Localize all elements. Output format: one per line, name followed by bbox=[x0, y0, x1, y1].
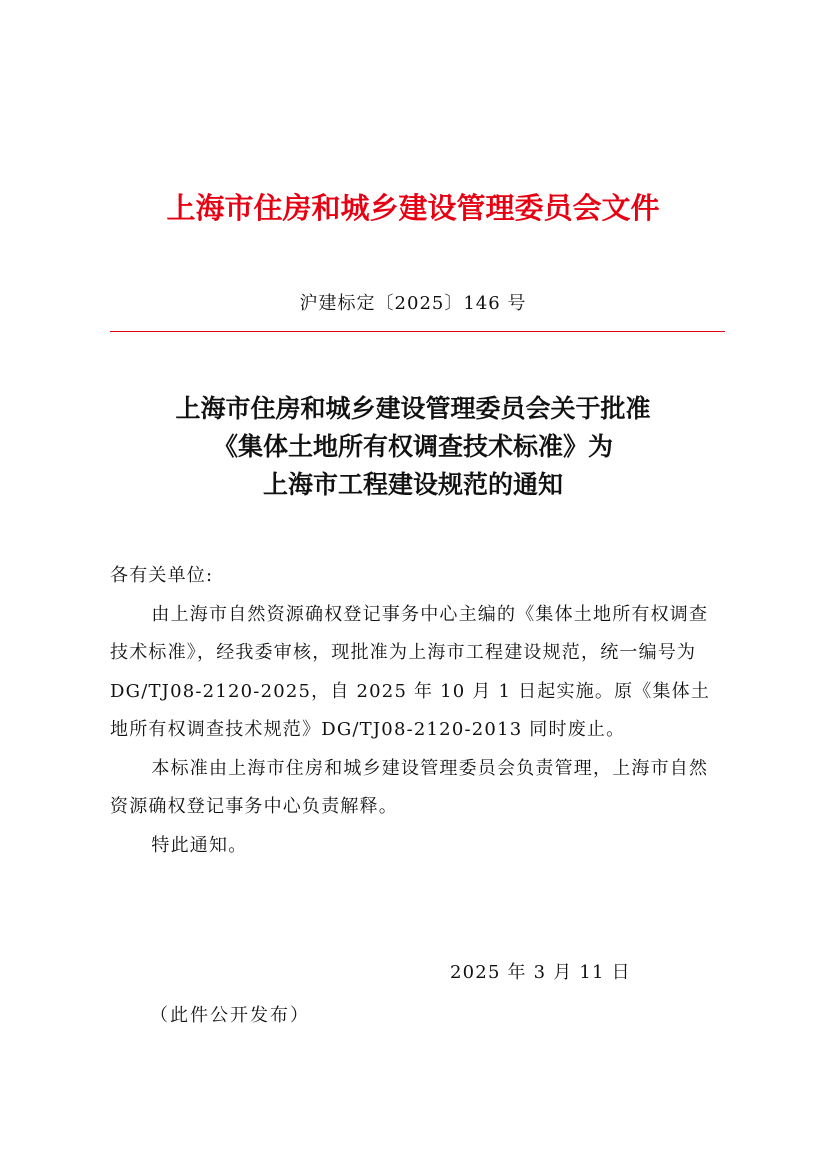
notice-title bbox=[80, 390, 746, 504]
notice-title-line-2: 《集体土地所有权调查技术标准》为 bbox=[212, 432, 613, 461]
publish-note: （此件公开发布） bbox=[150, 1005, 310, 1026]
notice-title-line-3: 上海市工程建设规范的通知 bbox=[262, 470, 563, 499]
salutation: 各有关单位: bbox=[110, 565, 214, 586]
issue-date: 2025 年 3 月 11 日 bbox=[450, 962, 631, 983]
notice-body bbox=[110, 557, 720, 865]
document-header-title: 上海市住房和城乡建设管理委员会文件 bbox=[166, 191, 660, 225]
body-paragraph-1: 由上海市自然资源确权登记事务中心主编的《集体土地所有权调查技术标准》，经我委审核，现批准为上海市工程建设规范，统一编号为 DG/TJ08-2120-2025，自 2025 年 10 月 1 日起实施。原《集体土地所有权调查技术规范》DG/TJ08-2120-2013 同时废止。 bbox=[110, 603, 711, 740]
notice-title-line-1: 上海市住房和城乡建设管理委员会关于批准 bbox=[175, 394, 651, 423]
document-number: 沪建标定〔2025〕146 号 bbox=[299, 293, 527, 314]
header-divider bbox=[110, 331, 725, 332]
body-paragraph-3: 特此通知。 bbox=[151, 834, 248, 856]
body-paragraph-2: 本标准由上海市住房和城乡建设管理委员会负责管理，上海市自然资源确权登记事务中心负责解释。 bbox=[110, 757, 709, 817]
